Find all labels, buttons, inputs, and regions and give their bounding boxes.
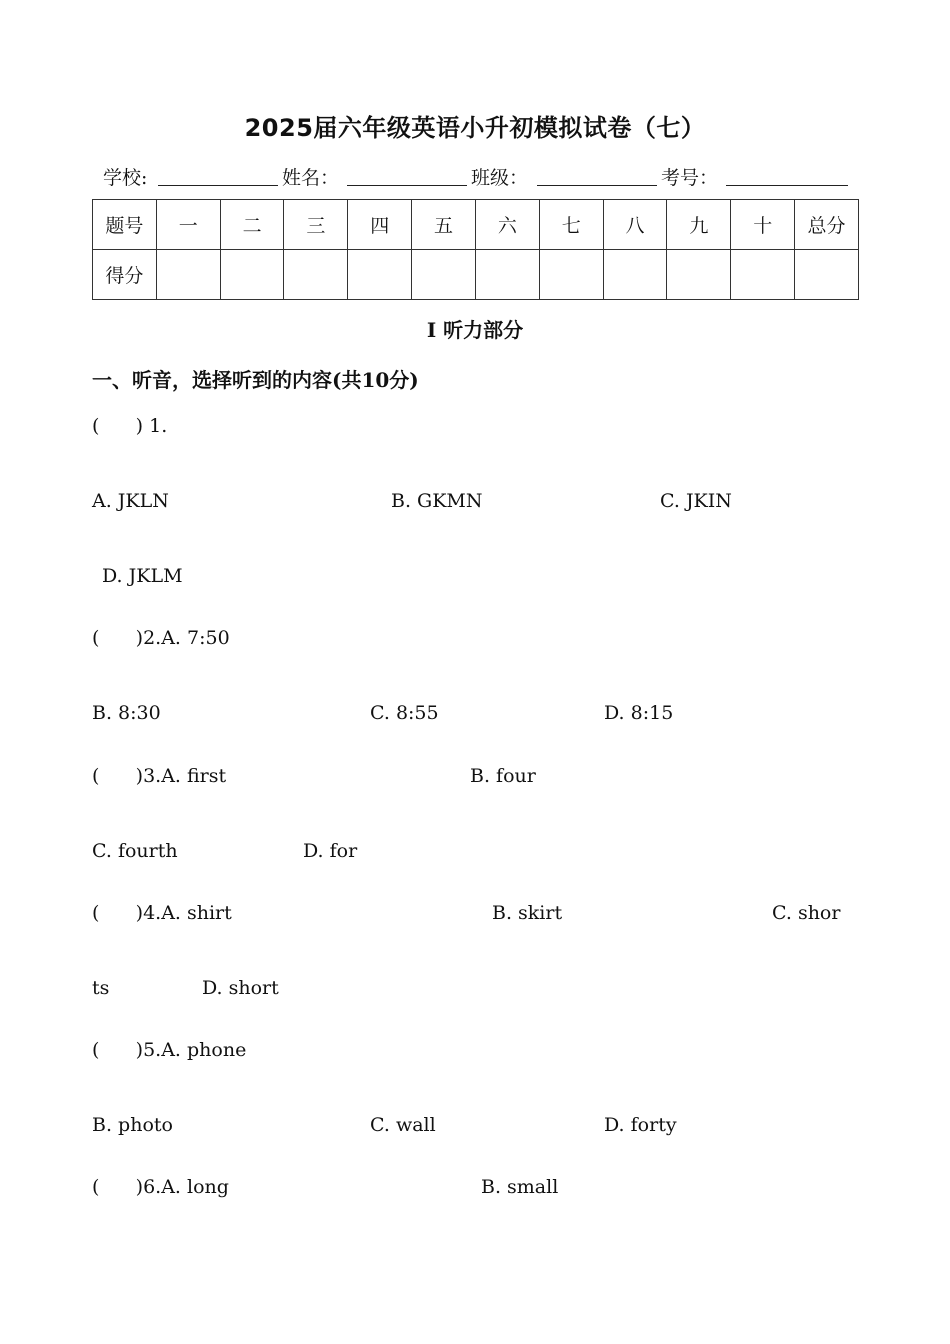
- exam-title: 2025届六年级英语小升初模拟试卷（七）: [244, 114, 706, 142]
- section-title: I 听力部分: [426, 318, 524, 342]
- score-header-cell: 七: [539, 200, 603, 250]
- score-cell[interactable]: [667, 250, 731, 300]
- score-table: [92, 199, 859, 300]
- score-header-cell: 八: [603, 200, 667, 250]
- q1-option-d: D. JKLM: [102, 565, 183, 587]
- q2-option-d: D. 8:15: [604, 702, 674, 724]
- school-label: 学校:: [103, 167, 148, 189]
- q2-option-c: C. 8:55: [370, 702, 439, 724]
- score-cell[interactable]: [348, 250, 412, 300]
- score-cell[interactable]: [475, 250, 539, 300]
- school-blank[interactable]: [158, 165, 278, 186]
- q3-option-d: D. for: [303, 840, 358, 862]
- q1-stem: ( ) 1.: [92, 415, 168, 437]
- score-header-cell: 总分: [795, 200, 859, 250]
- number-label: 考号：: [661, 167, 719, 189]
- score-header-cell: 三: [284, 200, 348, 250]
- q5-stem: ( )5.A. phone: [92, 1039, 247, 1061]
- q3-option-c: C. fourth: [92, 840, 178, 862]
- score-cell[interactable]: [603, 250, 667, 300]
- score-table-header-row: [93, 200, 859, 250]
- score-table-score-row: [93, 250, 859, 300]
- number-blank[interactable]: [726, 165, 848, 186]
- q4-option-d: D. short: [202, 977, 279, 999]
- class-blank[interactable]: [537, 165, 657, 186]
- part-title: 一、听音，选择听到的内容(共10分): [92, 368, 419, 392]
- q3-option-b: B. four: [470, 765, 536, 787]
- q5-option-c: C. wall: [370, 1114, 436, 1136]
- q5-option-d: D. forty: [604, 1114, 677, 1136]
- q1-option-a: A. JKLN: [92, 490, 169, 512]
- score-header-cell: 十: [731, 200, 795, 250]
- name-blank[interactable]: [347, 165, 467, 186]
- q2-stem: ( )2.A. 7:50: [92, 627, 230, 649]
- q2-option-b: B. 8:30: [92, 702, 161, 724]
- score-header-cell: 二: [220, 200, 284, 250]
- score-cell[interactable]: [220, 250, 284, 300]
- q1-option-b: B. GKMN: [391, 490, 483, 512]
- q4-stem: ( )4.A. shirt: [92, 902, 232, 924]
- score-row-label: 得分: [93, 250, 157, 300]
- score-cell[interactable]: [412, 250, 476, 300]
- score-header-cell: 九: [667, 200, 731, 250]
- class-label: 班级：: [471, 167, 529, 189]
- q6-stem: ( )6.A. long: [92, 1176, 229, 1198]
- score-cell[interactable]: [539, 250, 603, 300]
- score-cell[interactable]: [156, 250, 220, 300]
- q6-option-b: B. small: [481, 1176, 559, 1198]
- score-header-cell: 四: [348, 200, 412, 250]
- q4-option-c-continued: ts: [92, 977, 110, 999]
- q3-stem: ( )3.A. first: [92, 765, 227, 787]
- score-header-cell: 六: [475, 200, 539, 250]
- score-header-cell: 题号: [93, 200, 157, 250]
- score-cell[interactable]: [795, 250, 859, 300]
- score-header-cell: 五: [412, 200, 476, 250]
- q4-option-c: C. shor: [772, 902, 841, 924]
- score-cell[interactable]: [731, 250, 795, 300]
- q1-option-c: C. JKIN: [660, 490, 732, 512]
- score-cell[interactable]: [284, 250, 348, 300]
- q4-option-b: B. skirt: [492, 902, 563, 924]
- name-label: 姓名：: [282, 167, 340, 189]
- score-header-cell: 一: [156, 200, 220, 250]
- q5-option-b: B. photo: [92, 1114, 173, 1136]
